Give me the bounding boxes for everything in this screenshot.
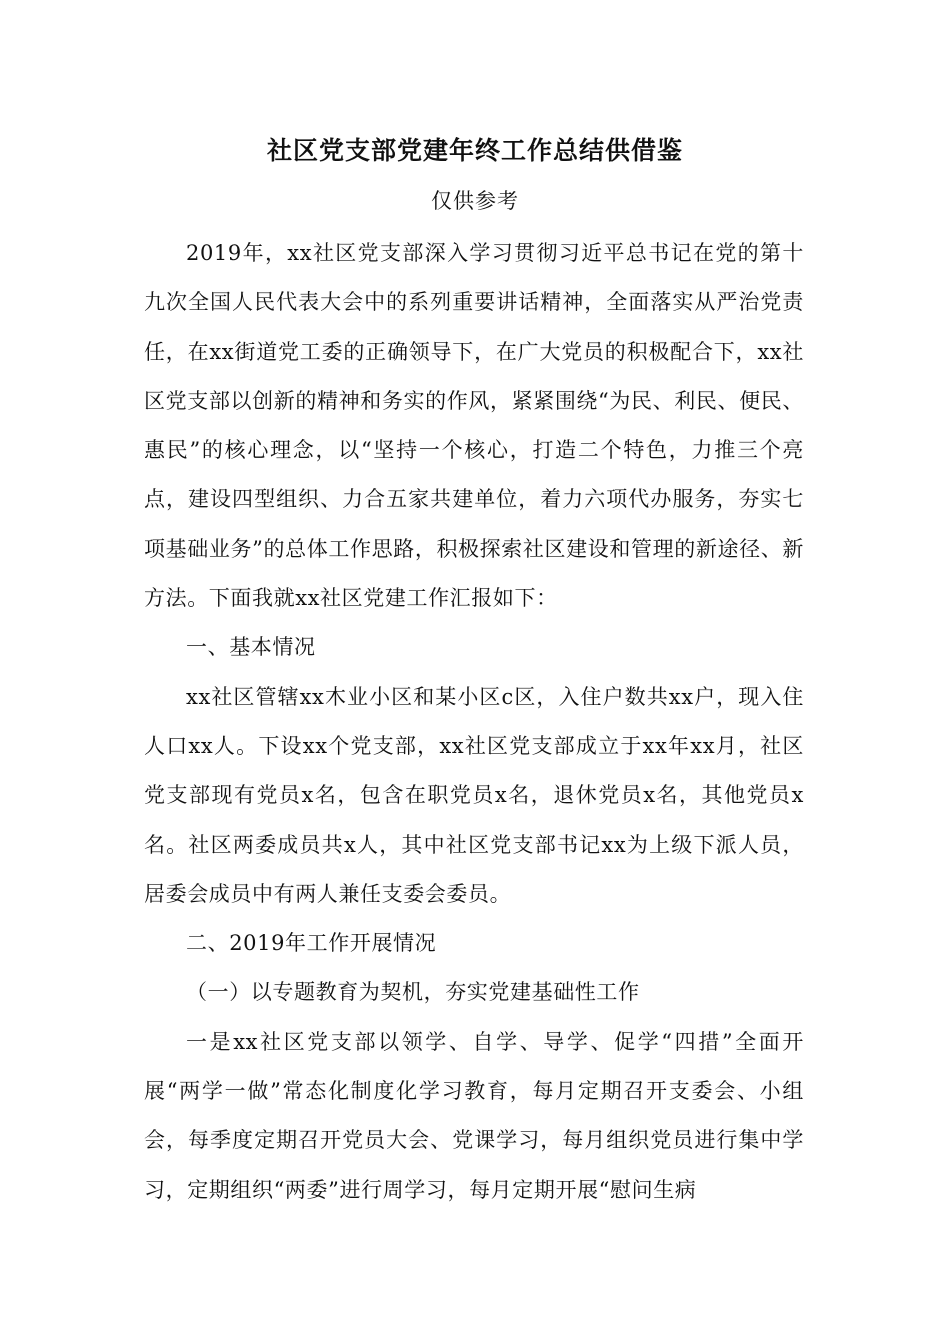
- paragraph-intro: 2019年，xx社区党支部深入学习贯彻习近平总书记在党的第十九次全国人民代表大会中的系列重要讲话精神，全面落实从严治党责任，在xx街道党工委的正确领导下，在广大党员的积极配合下，xx社区党支部以创新的精神和务实的作风，紧紧围绕“为民、利民、便民、惠民”的核心理念，以“坚持一个核心，打造二个特色，力推三个亮点，建设四型组织、力合五家共建单位，着力六项代办服务，夯实七项基础业务”的总体工作思路，积极探索社区建设和管理的新途径、新方法。下面我就xx社区党建工作汇报如下：: [144, 241, 804, 611]
- document-body: [144, 229, 804, 1215]
- paragraph-education-detail: 一是xx社区党支部以领学、自学、导学、促学“四措”全面开展“两学一做”常态化制度化学习教育，每月定期召开支委会、小组会，每季度定期召开党员大会、党课学习，每月组织党员进行集中学习，定期组织“两委”进行周学习，每月定期开展“慰问生病: [144, 1029, 804, 1202]
- document-subtitle: 仅供参考: [431, 189, 519, 213]
- section-heading-2019-work: 二、2019年工作开展情况: [186, 931, 437, 956]
- paragraph-basic-info: xx社区管辖xx木业小区和某小区c区，入住户数共xx户，现入住人口xx人。下设xx个党支部，xx社区党支部成立于xx年xx月，社区党支部现有党员x名，包含在职党员x名，退休党员x名，其他党员x名。社区两委成员共x人，其中社区党支部书记xx为上级下派人员，居委会成员中有两人兼任支委会委员。: [144, 684, 804, 906]
- document-title: 社区党支部党建年终工作总结供借鉴: [266, 136, 683, 165]
- subsection-heading-education: （一）以专题教育为契机，夯实党建基础性工作: [186, 980, 640, 1005]
- section-heading-basic: 一、基本情况: [186, 635, 316, 660]
